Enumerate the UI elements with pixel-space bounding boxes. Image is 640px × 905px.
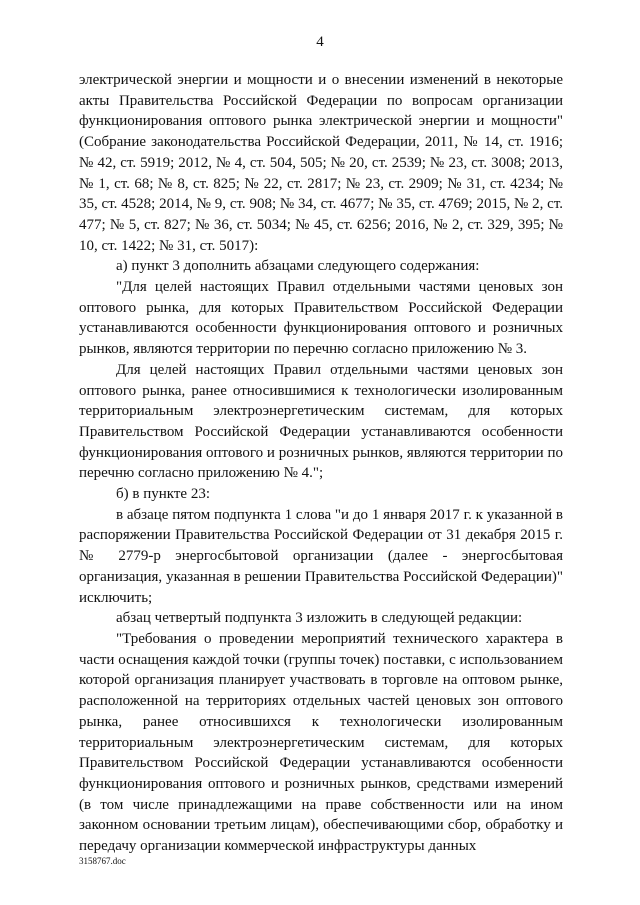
document-body — [79, 70, 563, 857]
paragraph-item-a: а) пункт 3 дополнить абзацами следующего содержания: — [116, 258, 480, 275]
page-number: 4 — [316, 34, 324, 50]
paragraph-quote-2: Для целей настоящих Правил отдельными частями ценовых зон оптового рынка, ранее относившимися к технологически изолированным территориальным электроэнергетическим системам, для которых Правительством Российской Федерации устанавливаются особенности функционирования оптового и розничных рынков, являются территории по перечню согласно приложению № 4."; — [79, 361, 563, 482]
paragraph-continuation: электрической энергии и мощности и о внесении изменений в некоторые акты Правительства Российской Федерации по вопросам организации функционирования оптового рынка электрической энергии и мощности" (Собрание законодательства Российской Федерации, 2011, № 14, ст. 1916; № 42, ст. 5919; 2012, № 4, ст. 504, 505; № 20, ст. 2539; № 23, ст. 3008; 2013, № 1, ст. 68; № 8, ст. 825; № 22, ст. 2817; № 23, ст. 2909; № 31, ст. 4234; № 35, ст. 4528; 2014, № 9, ст. 908; № 34, ст. 4677; № 35, ст. 4769; 2015, № 2, ст. 477; № 5, ст. 827; № 36, ст. 5034; № 45, ст. 6256; 2016, № 2, ст. 329, 395; № 10, ст. 1422; № 31, ст. 5017): — [79, 72, 563, 254]
paragraph-quote-1: "Для целей настоящих Правил отдельными частями ценовых зон оптового рынка, для которых Правительством Российской Федерации устанавливаются особенности функционирования оптового и розничных рынков, являются территории по перечню согласно приложению № 3. — [79, 279, 563, 358]
document-file-code: 3158767.doc — [79, 856, 126, 866]
paragraph-amendment-1: в абзаце пятом подпункта 1 слова "и до 1 января 2017 г. к указанной в распоряжении Правительства Российской Федерации от 31 декабря 2015 г. № 2779-р энергосбытовой организации (далее - энергосбытовая организация, указанная в решении Правительства Российской Федерации)" исключить; — [79, 506, 563, 606]
paragraph-quote-3: "Требования о проведении мероприятий технического характера в части оснащения каждой точки (группы точек) поставки, с использованием которой организация планирует участвовать в торговле на оптовом рынке, расположенной на территориях отдельных частей ценовых зон оптового рынка, ранее относившихся к технологически изолированным территориальным электроэнергетическим системам, для которых Правительством Российской Федерации устанавливаются особенности функционирования оптового и розничных рынков, средствами измерений (в том числе принадлежащими на праве собственности или на ином законном основании третьим лицам), обеспечивающими сбор, обработку и передачу организации коммерческой инфраструктуры данных — [79, 630, 563, 855]
paragraph-amendment-2: абзац четвертый подпункта 3 изложить в следующей редакции: — [116, 610, 523, 627]
paragraph-item-b: б) в пункте 23: — [116, 486, 210, 503]
